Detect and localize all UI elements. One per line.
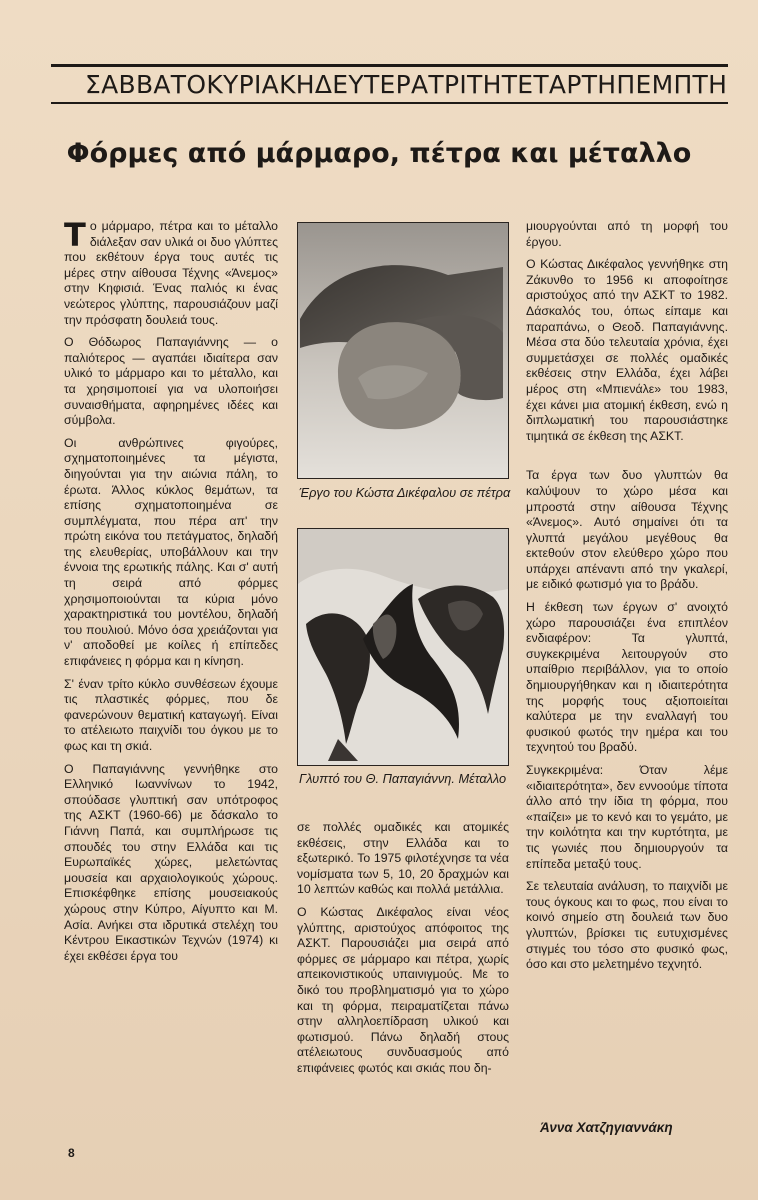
day-monday: ΔΕΥΤΕΡΑ — [314, 69, 429, 99]
photo-caption-1: Έργο του Κώστα Δικέφαλου σε πέτρα — [299, 485, 511, 500]
stone-sculpture-image — [298, 223, 508, 478]
paragraph: Ο Παπαγιάννης γεννήθηκε στο Ελληνικό Ιωαννίνων το 1942, σπούδασε γλυπτική σαν υπότροφος της ΑΣΚΤ (1960-66) με δάσκαλο το Γιάννη Παπά, και συμπλήρωσε τις σπουδές του στην Ελλάδα και τις Ευρωπαϊκές χώρες, μελετώντας μουσεία και αρχαιολογικούς χώρους. Επισκέφθηκε επίσης μουσειακούς χώρους στην Κύπρο, Αίγυπτο και Μ. Ασία. Ανήκει στα ιδρυτικά στελέχη του Κέντρου Εικαστικών Τεχνών (1974) κι έχει εκθέσει έργα του — [64, 761, 278, 963]
article-column-3 — [526, 219, 728, 980]
photo-caption-2: Γλυπτό του Θ. Παπαγιάννη. Μέταλλο — [299, 771, 507, 786]
paragraph: Το μάρμαρο, πέτρα και το μέταλλο διάλεξαν σαν υλικά οι δυο γλύπτες που εκθέτουν έργα τους αυτές τις μέρες στην αίθουσα Τέχνης «Άνεμος» στην Κηφισιά. Ένας παλιός κι ένας νεώτερος γλύπτης, παρουσιάζουν μαζί την πρόσφατη δουλειά τους. — [64, 216, 278, 327]
day-sunday: ΚΥΡΙΑΚΗ — [206, 69, 315, 99]
drop-cap: Τ — [64, 216, 86, 254]
paragraph: Συγκεκριμένα: Όταν λέμε «ιδιαιτερότητα», δεν εννοούμε τίποτα άλλο από την ίδια τη φόρμα, που «παίζει» με το κενό και το γεμάτο, με την κοιλότητα και την κυρτότητα, με τις γωνιές που δημιουργούν τα επίπεδα μεταξύ τους. — [526, 763, 728, 871]
paragraph: μιουργούνται από τη μορφή του έργου. — [526, 219, 728, 249]
paragraph: Η έκθεση των έργων σ' ανοιχτό χώρο παρουσιάζει ένα επιπλέον ενδιαφέρον: Τα γλυπτά, συγκεκριμένα λειτουργούν στο υπαίθριο περιβάλλον, για το οποίο δημιουργήθηκαν και η ιδιαιτερότητα της μορφής τους αξιοποιείται καλύτερα με την εναλλαγή του φυσικού φωτός την ημέρα και του τεχνητού του βραδύ. — [526, 600, 728, 755]
article-column-2 — [297, 820, 509, 1084]
day-thursday: ΠΕΜΠΤΗ — [616, 69, 728, 99]
sculpture-photo-stone — [297, 222, 509, 479]
paragraph: Τα έργα των δυο γλυπτών θα καλύψουν το χώρο μέσα και μπροστά στην αίθουσα Τέχνης «Άνεμος». Αυτό σημαίνει ότι τα γλυπτά μεγάλου μεγέθους θα εκτεθούν στον ελεύθερο χώρο που υπάρχει απέναντι από την γκαλερί, με ειδικό φωτισμό για το βράδυ. — [526, 468, 728, 592]
day-tuesday: ΤΡΙΤΗ — [428, 69, 502, 99]
paragraph: Ο Κώστας Δικέφαλος γεννήθηκε στη Ζάκυνθο το 1956 κι αποφοίτησε αριστούχος από την ΑΣΚΤ το 1982. Δάσκαλός του, όπως είπαμε και παραπάνω, ο Θεοδ. Παπαγιάννης. Μέσα στα δύο τελευταία χρόνια, έχει συμμετάσχει σε πολλές ομαδικές εκθέσεις στην Ελλάδα, έχει λάβει μέρος στη «Μπιενάλε» του 1983, έχει κάνει μια ατομική έκθεση, ενώ η διπλωματική του παρουσιάστηκε τιμητικά σε έκθεση της ΑΣΚΤ. — [526, 257, 728, 443]
day-saturday: ΣΑΒΒΑΤΟ — [85, 69, 207, 99]
article-column-1 — [64, 216, 278, 971]
header-rule-bottom — [51, 102, 728, 104]
author-signature: Άννα Χατζηγιαννάκη — [540, 1120, 673, 1135]
article-title: Φόρμες από μάρμαρο, πέτρα και μέταλλο — [66, 138, 692, 169]
page-number: 8 — [68, 1146, 75, 1160]
weekday-header — [51, 66, 728, 102]
paragraph: Οι ανθρώπινες φιγούρες, σχηματοποιημένες τα μέγιστα, διηγούνται για την αιώνια πάλη, το έρωτα. Άλλος κύκλος θεμάτων, τα επίσης σχηματοποιημένα σε συμπλέγματα, που πέρα απ' την πρώτη εικόνα του πετάγματος, δηλαδή της ελευθερίας, υποβάλλουν και την έννοια της ερωτικής πάλης. Και σ' αυτή τη σειρά από φόρμες χρησιμοποιούνται τα κύρια μόνο χαρακτηριστικά του μοντέλου, δηλαδή του πουλιού. Μόνο όσα χρειάζονται για ν' αποδοθεί με κοίλες ή επίπεδες επιφάνειες η φόρμα και η κίνηση. — [64, 435, 278, 669]
metal-sculpture-image — [298, 529, 508, 765]
paragraph: Σ' έναν τρίτο κύκλο συνθέσεων έχουμε τις πλαστικές φόρμες, που δε φανερώνουν θεματική καταγωγή. Είναι το ατέλειωτο παιχνίδι του όγκου με το φως και τη σκιά. — [64, 676, 278, 753]
paragraph: σε πολλές ομαδικές και ατομικές εκθέσεις, στην Ελλάδα και το εξωτερικό. Το 1975 φιλοτέχνησε τα νέα νομίσματα των 5, 10, 20 δραχμών και 10 λεπτών καθώς και πολλά μετάλλια. — [297, 820, 509, 897]
day-wednesday: ΤΕΤΑΡΤΗ — [501, 69, 617, 99]
paragraph: Ο Θόδωρος Παπαγιάννης — ο παλιότερος — αγαπάει ιδιαίτερα σαν υλικό το μάρμαρο και το μέταλλο, και τα χρησιμοποιεί για να υλοποιήσει συναισθήματα, αφηρημένες ιδέες και σύμβολα. — [64, 335, 278, 428]
paragraph: Ο Κώστας Δικέφαλος είναι νέος γλύπτης, αριστούχος απόφοιτος της ΑΣΚΤ. Παρουσιάζει μια σειρά από φόρμες σε μάρμαρο και πέτρα, χωρίς απεικονιστικούς υπαινιγμούς. Με το δικό του προβληματισμό για το χώρο και τη φόρμα, πειραματίζεται πάνω στην αλληλοεπίδραση υλικού και φωτισμού. Πάνω δηλαδή στους ατέλειωτους συνδυασμούς από επιφάνειες φωτός και σκιάς που δη- — [297, 904, 509, 1075]
paragraph: Σε τελευταία ανάλυση, το παιχνίδι με τους όγκους και το φως, που είναι το κοινό σημείο στη δουλειά των δυο γλυπτών, βρίσκει τις ευτυχισμένες στιγμές του τόσο στο φυσικό φως, όσο και στο μελετημένο τεχνητό. — [526, 879, 728, 972]
sculpture-photo-metal — [297, 528, 509, 766]
